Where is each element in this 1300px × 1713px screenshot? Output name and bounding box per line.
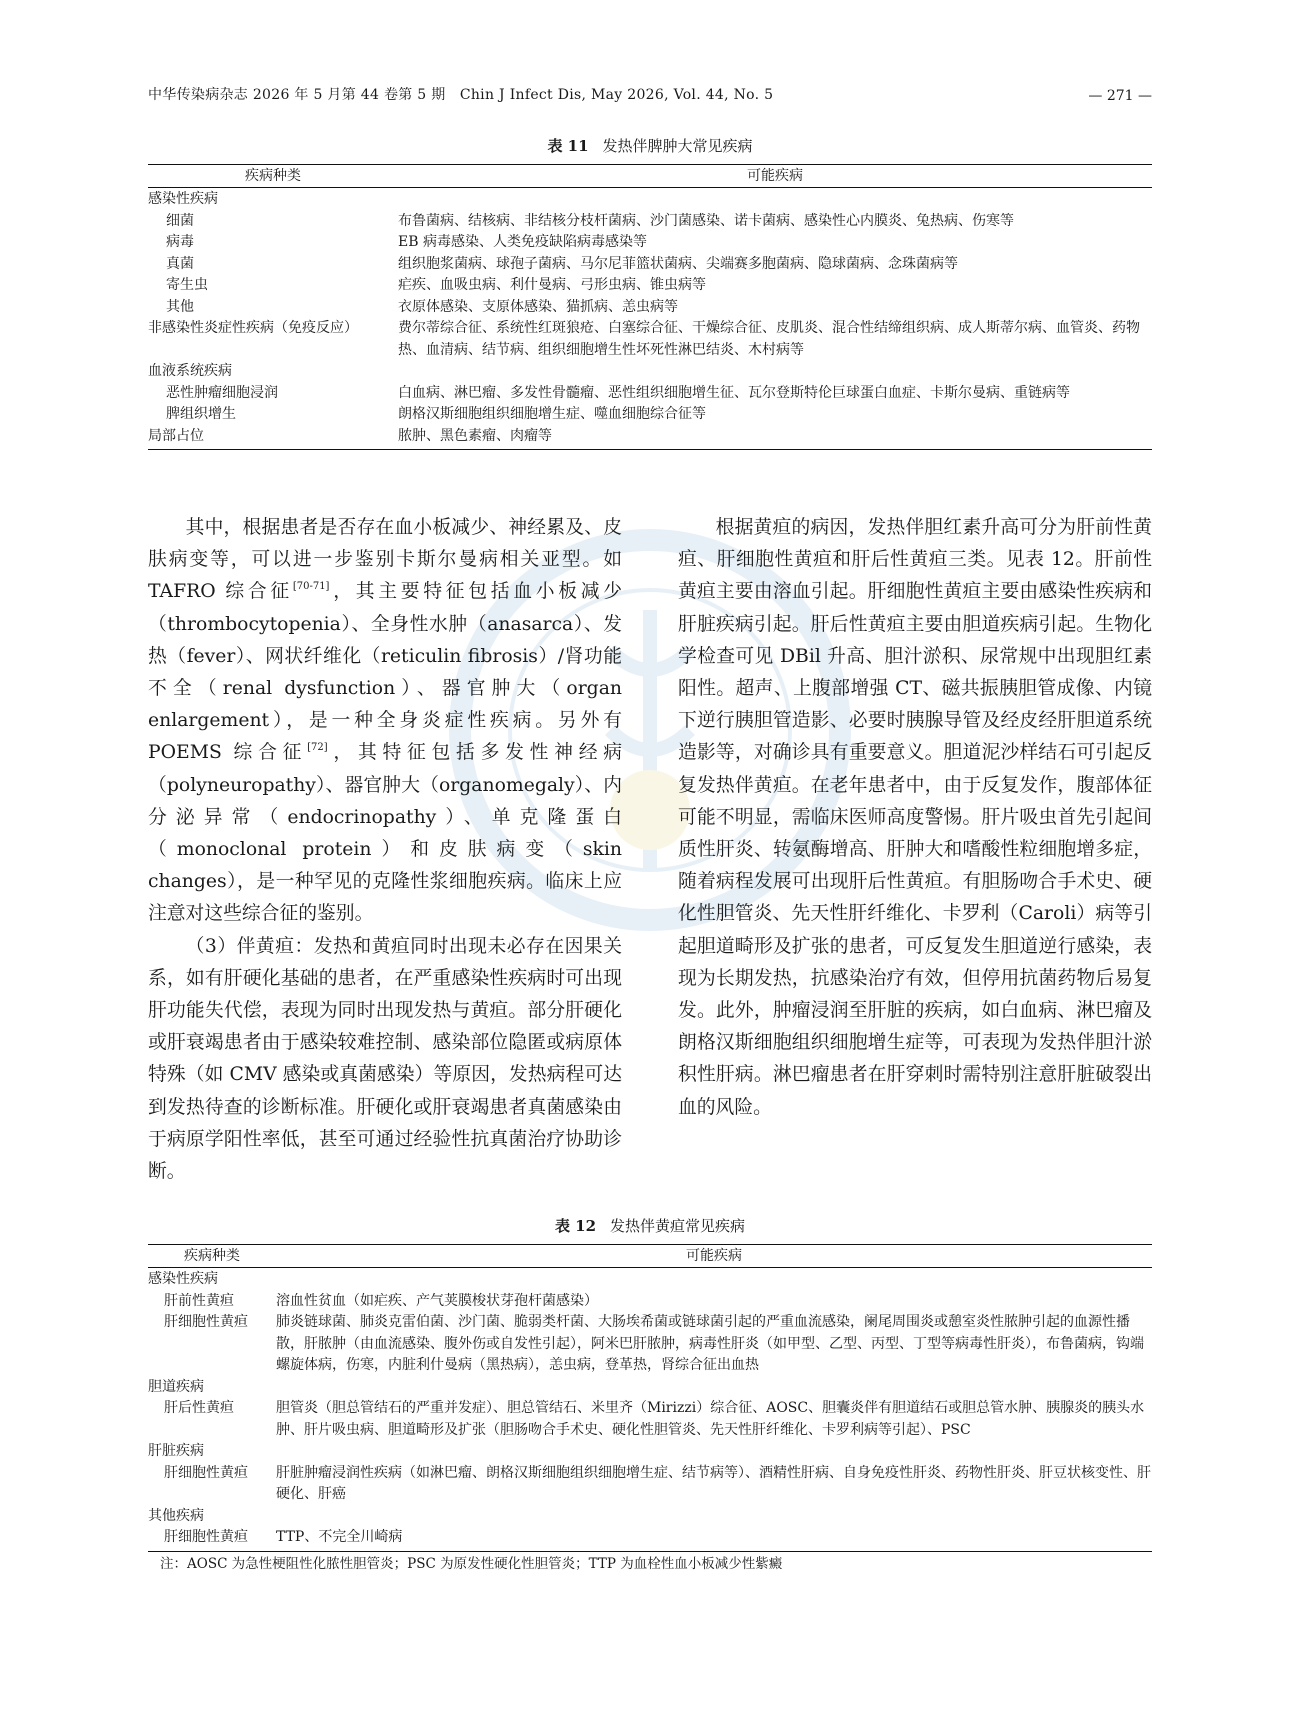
paragraph: （3）伴黄疸：发热和黄疸同时出现未必存在因果关系，如有肝硬化基础的患者，在严重感染性疾病时可出现肝功能失代偿，表现为同时出现发热与黄疸。部分肝硬化或肝衰竭患者由于感染较难控制、感染部位隐匿或病原体特殊（如 CMV 感染或真菌感染）等原因，发热病程可达到发热待查的诊断标准。肝硬化或肝衰竭患者真菌感染由于病原学阳性率低，甚至可通过经验性抗真菌治疗协助诊断。 (148, 935, 622, 1183)
disease-category-cell: 肝后性黄疸 (164, 1400, 234, 1416)
table-row (148, 1312, 1152, 1377)
possible-diseases-cell: 朗格汉斯细胞组织细胞增生症、噬血细胞综合征等 (398, 406, 706, 422)
table-row (148, 211, 1152, 233)
disease-category-cell: 肝细胞性黄疸 (164, 1464, 248, 1481)
table-12 (148, 1215, 1152, 1552)
paragraph: 根据黄疸的病因，发热伴胆红素升高可分为肝前性黄疸、肝细胞性黄疸和肝后性黄疸三类。见表 12。肝前性黄疸主要由溶血引起。肝细胞性黄疸主要由感染性疾病和肝脏疾病引起。肝后性黄疸主要由胆道疾病引起。生物化学检查可见 DBil 升高、胆汁淤积、尿常规中出现胆红素阳性。超声、上腹部增强 CT、磁共振胰胆管成像、内镜下逆行胰胆管造影、必要时胰腺导管及经皮经肝胆道系统造影等，对确诊具有重要意义。胆道泥沙样结石可引起反复发热伴黄疸。在老年患者中，由于反复发作，腹部体征可能不明显，需临床医师高度警惕。肝片吸虫首先引起间质性肝炎、转氨酶增高、肝肿大和嗜酸性粒细胞增多症，随着病程发展可出现肝后性黄疸。有胆肠吻合手术史、硬化性胆管炎、先天性肝纤维化、卡罗利（Caroli）病等引起胆道畸形及扩张的患者，可反复发生胆道逆行感染，表现为长期发热，抗感染治疗有效，但停用抗菌药物后易复发。此外，肿瘤浸润至肝脏的疾病，如白血病、淋巴瘤及朗格汉斯细胞组织细胞增生症等，可表现为发热伴胆汁淤积性肝病。淋巴瘤患者在肝穿刺时需特别注意肝脏破裂出血的风险。 (678, 517, 1152, 1118)
table-row (148, 1398, 1152, 1441)
right-column-text (678, 512, 1152, 1124)
disease-category-cell: 肝前性黄疸 (164, 1292, 234, 1309)
disease-category-cell: 感染性疾病 (148, 191, 218, 207)
disease-category-cell: 病毒 (166, 234, 194, 250)
table-row (148, 1291, 1152, 1313)
disease-category-cell: 细菌 (166, 212, 194, 229)
left-column-text (148, 512, 622, 1188)
disease-category-cell: 肝细胞性黄疸 (164, 1314, 248, 1330)
table-11-header: 疾病种类 可能疾病 (245, 168, 803, 184)
possible-diseases-cell: 胆管炎（胆总管结石的严重并发症）、胆总管结石、米里齐（Mirizzi）综合征、AOSC、胆囊炎伴有胆道结石或胆总管水肿、胰腺炎的胰头水肿、肝片吸虫病、胆道畸形及扩张（胆肠吻合手术史、硬化性胆管炎、先天性肝纤维化、卡罗利病等引起）、PSC (276, 1400, 1145, 1438)
table-row (148, 1506, 1152, 1528)
disease-category-cell: 肝脏疾病 (148, 1443, 204, 1459)
table-row (148, 361, 1152, 383)
table-row (148, 232, 1152, 254)
table-12-header: 疾病种类 可能疾病 (184, 1248, 742, 1264)
disease-category-cell: 血液系统疾病 (148, 363, 232, 379)
possible-diseases-cell (276, 1269, 1152, 1291)
table-11-title: 表 11 发热伴脾肿大常见疾病 (547, 137, 753, 155)
disease-category-cell: 其他 (166, 298, 194, 315)
table-row (148, 189, 1152, 211)
disease-category-cell: 非感染性炎症性疾病（免疫反应） (148, 320, 358, 336)
possible-diseases-cell: 肺炎链球菌、肺炎克雷伯菌、沙门菌、脆弱类杆菌、大肠埃希菌或链球菌引起的严重血流感染，阑尾周围炎或憩室炎性脓肿引起的血源性播散，肝脓肿（由血流感染、腹外伤或自发性引起），阿米巴肝脓肿，病毒性肝炎（如甲型、乙型、丙型、丁型等病毒性肝炎），布鲁菌病，钩端螺旋体病，伤寒，内脏利什曼病（黑热病），恙虫病，登革热，肾综合征出血热 (276, 1314, 1144, 1373)
possible-diseases-cell: 组织胞浆菌病、球孢子菌病、马尔尼菲篮状菌病、尖端赛多胞菌病、隐球菌病、念珠菌病等 (398, 255, 958, 272)
disease-category-cell: 肝细胞性黄疸 (164, 1529, 248, 1545)
possible-diseases-cell (276, 1377, 1152, 1399)
possible-diseases-cell: 疟疾、血吸虫病、利什曼病、弓形虫病、锥虫病等 (398, 277, 706, 293)
table-row (148, 254, 1152, 276)
table-row (148, 383, 1152, 405)
running-header: 中华传染病杂志 2026 年 5 月第 44 卷第 5 期 Chin J Infect Dis, May 2026, Vol. 44, No. 5 (148, 87, 774, 103)
possible-diseases-cell (398, 189, 1152, 211)
possible-diseases-cell (276, 1506, 1152, 1528)
possible-diseases-cell: 费尔蒂综合征、系统性红斑狼疮、白塞综合征、干燥综合征、皮肌炎、混合性结缔组织病、成人斯蒂尔病、血管炎、药物热、血清病、结节病、组织细胞增生性坏死性淋巴结炎、木村病等 (398, 320, 1140, 358)
table-row (148, 1463, 1152, 1506)
table-row (148, 1377, 1152, 1399)
disease-category-cell: 寄生虫 (166, 277, 208, 293)
possible-diseases-cell: 白血病、淋巴瘤、多发性骨髓瘤、恶性组织细胞增生征、瓦尔登斯特伦巨球蛋白血症、卡斯尔曼病、重链病等 (398, 384, 1070, 401)
table-row (148, 318, 1152, 361)
possible-diseases-cell: TTP、不完全川崎病 (276, 1529, 403, 1545)
possible-diseases-cell: 脓肿、黑色素瘤、肉瘤等 (398, 427, 552, 444)
table-row (148, 1527, 1152, 1549)
table-12-title: 表 12 发热伴黄疸常见疾病 (554, 1217, 746, 1235)
disease-category-cell: 感染性疾病 (148, 1271, 218, 1287)
page-number: — 271 — (1088, 88, 1152, 104)
disease-category-cell: 其他疾病 (148, 1507, 204, 1524)
table-12-footnote: 注：AOSC 为急性梗阻性化脓性胆管炎；PSC 为原发性硬化性胆管炎；TTP 为血栓性血小板减少性紫癜 (160, 1556, 783, 1572)
disease-category-cell: 局部占位 (148, 427, 204, 444)
possible-diseases-cell (398, 361, 1152, 383)
disease-category-cell: 恶性肿瘤细胞浸润 (166, 384, 278, 401)
possible-diseases-cell: 肝脏肿瘤浸润性疾病（如淋巴瘤、朗格汉斯细胞组织细胞增生症、结节病等）、酒精性肝病、自身免疫性肝炎、药物性肝炎、肝豆状核变性、肝硬化、肝癌 (276, 1464, 1151, 1502)
possible-diseases-cell: 溶血性贫血（如疟疾、产气荚膜梭状芽孢杆菌感染） (276, 1292, 598, 1309)
disease-category-cell: 脾组织增生 (166, 406, 236, 422)
paragraph: 其中，根据患者是否存在血小板减少、神经累及、皮肤病变等，可以进一步鉴别卡斯尔曼病相关亚型。如 TAFRO 综合征[70-71]，其主要特征包括血小板减少（thrombocytopenia）、全身性水肿（anasarca）、发热（fever）、网状纤维化（reticulin fibrosis）/肾功能不全（renal dysfunction）、器官肿大（organ enlargement），是一种全身炎症性疾病。另外有 POEMS 综合征[72]，其特征包括多发性神经病（polyneuropathy）、器官肿大（organomegaly）、内分泌异常（endocrinopathy）、单克隆蛋白（monoclonal protein）和皮肤病变（skin changes），是一种罕见的克隆性浆细胞疾病。临床上应注意对这些综合征的鉴别。 (148, 517, 622, 925)
table-row (148, 275, 1152, 297)
table-row (148, 1441, 1152, 1463)
disease-category-cell: 胆道疾病 (148, 1378, 204, 1395)
possible-diseases-cell: 布鲁菌病、结核病、非结核分枝杆菌病、沙门菌感染、诺卡菌病、感染性心内膜炎、兔热病、伤寒等 (398, 212, 1014, 229)
possible-diseases-cell: EB 病毒感染、人类免疫缺陷病毒感染等 (398, 234, 647, 250)
table-11 (148, 135, 1152, 450)
table-row (148, 426, 1152, 448)
disease-category-cell: 真菌 (166, 255, 194, 272)
table-row (148, 1269, 1152, 1291)
table-row (148, 404, 1152, 426)
possible-diseases-cell (276, 1441, 1152, 1463)
possible-diseases-cell: 衣原体感染、支原体感染、猫抓病、恙虫病等 (398, 298, 678, 315)
table-row (148, 297, 1152, 319)
